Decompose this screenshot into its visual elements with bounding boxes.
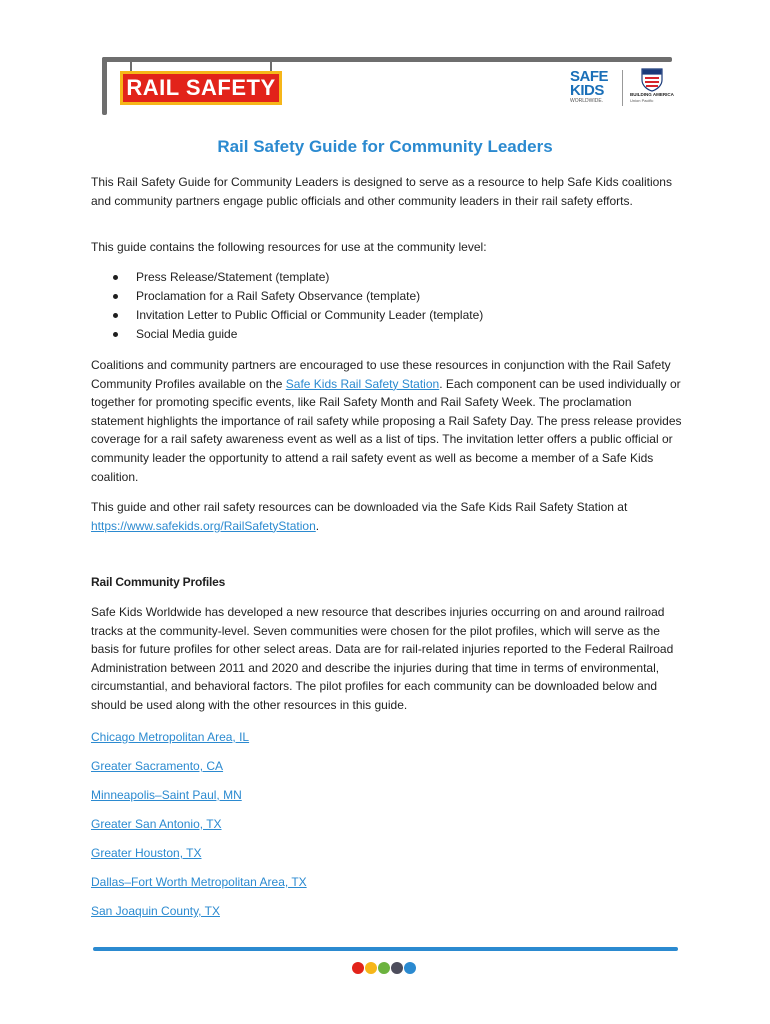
footer-dots: [352, 962, 416, 974]
bullet-icon: [113, 332, 118, 337]
safe-kids-logo-line2: KIDS: [570, 82, 604, 99]
profile-link-san-joaquin[interactable]: San Joaquin County, TX: [91, 904, 220, 918]
rail-safety-station-link[interactable]: Safe Kids Rail Safety Station: [285, 376, 440, 391]
resources-list-item: [111, 325, 483, 344]
resource-label: Proclamation for a Rail Safety Observance (template): [136, 289, 421, 303]
profile-link-item: [91, 786, 307, 815]
rail-safety-sign: [120, 71, 282, 105]
footer-dot: [404, 962, 416, 974]
safe-kids-logo: [570, 70, 618, 108]
sign-post: [102, 57, 107, 115]
resources-list-item: [111, 306, 483, 325]
sign-bar: [102, 57, 672, 62]
resource-label: Press Release/Statement (template): [136, 270, 330, 284]
profile-link-item: [91, 728, 307, 757]
download-paragraph: [91, 498, 683, 535]
profile-link-minneapolis[interactable]: Minneapolis–Saint Paul, MN: [91, 788, 242, 802]
download-text-end: .: [315, 518, 320, 533]
bullet-icon: [113, 313, 118, 318]
bullet-icon: [113, 294, 118, 299]
profiles-paragraph: Safe Kids Worldwide has developed a new resource that describes injuries occurring on and around railroad tracks at the community-level. Seven communities were chosen for the pilot profiles, which will serve as the basis for future profiles for other select areas. Data are for rail-related injuries reported to the Federal Railroad Administration between 2011 and 2020 and describe the injuries during that time in terms of environmental, circumstantial, and behavioral factors. The pilot profiles for each community can be downloaded below and should be used along with the other resources in this guide.: [91, 605, 674, 712]
usage-text-after: . Each component can be used individually or together for promoting specific events, like Rail Safety Month and Rail Safety Week. The proclamation statement highlights the importance of rail safety while proposing a Rail Safety Day. The press release provides coverage for a rail safety awareness event as well as a list of tips. The invitation letter offers a public official or community leader the opportunity to attend a rail safety event as well as become a member of a Safe Kids coalition.: [91, 376, 682, 484]
safe-kids-logo-line1: SAFE: [570, 68, 609, 85]
resources-list-item: [111, 268, 483, 287]
profile-link-dallas[interactable]: Dallas–Fort Worth Metropolitan Area, TX: [91, 875, 307, 889]
page-title: Rail Safety Guide for Community Leaders: [217, 137, 553, 156]
resources-list-item: [111, 287, 483, 306]
intro-paragraph: This Rail Safety Guide for Community Leaders is designed to serve as a resource to help Safe Kids coalitions and community partners engage public officials and other community leaders in their rail safety efforts.: [91, 175, 672, 208]
profile-link-item: [91, 873, 307, 902]
union-pacific-logo: [630, 68, 675, 110]
union-pacific-tagline: BUILDING AMERICA: [630, 92, 674, 97]
footer-dot: [378, 962, 390, 974]
profile-link-item: [91, 902, 307, 931]
resources-list: [111, 268, 483, 344]
profile-link-san-antonio[interactable]: Greater San Antonio, TX: [91, 817, 222, 831]
usage-text-before: Coalitions and community partners are encouraged to use these resources in conjunction with the Rail Safety Community Profiles available on the: [91, 358, 671, 391]
download-text: This guide and other rail safety resources can be downloaded via the Safe Kids Rail Safety Station at: [91, 500, 628, 514]
resource-label: Social Media guide: [136, 327, 238, 341]
profile-link-item: [91, 757, 307, 786]
usage-paragraph: [91, 356, 683, 486]
resources-intro-paragraph: This guide contains the following resources for use at the community level:: [91, 240, 487, 254]
profile-link-chicago[interactable]: Chicago Metropolitan Area, IL: [91, 730, 250, 744]
profile-link-item: [91, 815, 307, 844]
rail-safety-sign-text: RAIL SAFETY: [126, 75, 276, 100]
rail-safety-station-url-link[interactable]: https://www.safekids.org/RailSafetyStation: [91, 518, 316, 533]
profiles-heading: Rail Community Profiles: [91, 575, 226, 589]
footer-dot: [391, 962, 403, 974]
union-pacific-shield-icon: [641, 68, 663, 92]
profile-link-sacramento[interactable]: Greater Sacramento, CA: [91, 759, 224, 773]
footer-dot: [365, 962, 377, 974]
profile-link-item: [91, 844, 307, 873]
footer-rule: [93, 947, 678, 951]
safe-kids-logo-line3: WORLDWIDE.: [570, 98, 604, 104]
profile-link-houston[interactable]: Greater Houston, TX: [91, 846, 202, 860]
union-pacific-subline: Union Pacific: [630, 98, 654, 103]
profile-links-list: [91, 728, 307, 931]
resource-label: Invitation Letter to Public Official or Community Leader (template): [136, 308, 484, 322]
logo-divider: [622, 70, 623, 106]
footer-dot: [352, 962, 364, 974]
bullet-icon: [113, 275, 118, 280]
